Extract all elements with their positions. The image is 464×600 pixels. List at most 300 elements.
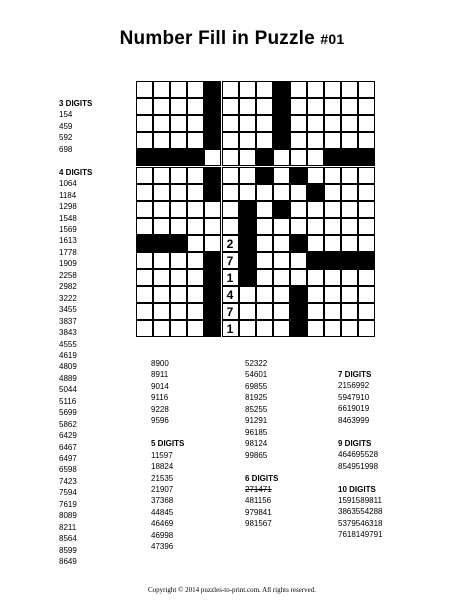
grid-cell[interactable] xyxy=(136,132,153,149)
number-entry: 21535 xyxy=(151,473,174,483)
word-list-7-10-digits xyxy=(338,369,383,541)
grid-cell[interactable] xyxy=(307,218,324,235)
black-cell xyxy=(341,252,358,269)
number-entry: 2156992 xyxy=(338,381,370,391)
grid-cell[interactable] xyxy=(136,115,153,132)
black-cell xyxy=(239,235,256,252)
grid-cell[interactable] xyxy=(307,303,324,320)
black-cell xyxy=(204,132,221,149)
filled-cell[interactable]: 2 xyxy=(222,235,239,252)
grid-cell[interactable] xyxy=(136,167,153,184)
grid-cell[interactable] xyxy=(153,132,170,149)
grid-cell[interactable] xyxy=(170,303,187,320)
grid-cell[interactable] xyxy=(290,184,307,201)
black-cell xyxy=(153,149,170,166)
list-spacer xyxy=(59,155,92,166)
grid-cell[interactable] xyxy=(256,201,273,218)
number-entry: 2258 xyxy=(59,270,77,280)
grid-cell[interactable] xyxy=(222,132,239,149)
grid-cell[interactable] xyxy=(256,132,273,149)
black-cell xyxy=(239,201,256,218)
black-cell xyxy=(187,149,204,166)
grid-cell[interactable] xyxy=(290,269,307,286)
number-entry: 459 xyxy=(59,121,73,131)
number-entry: 8599 xyxy=(59,545,77,555)
black-cell xyxy=(239,252,256,269)
number-entry: 46998 xyxy=(151,530,174,540)
grid-cell[interactable] xyxy=(222,201,239,218)
grid-cell[interactable] xyxy=(222,218,239,235)
grid-cell[interactable] xyxy=(341,269,358,286)
number-entry: 1184 xyxy=(59,190,77,200)
number-entry: 8089 xyxy=(59,511,77,521)
list-spacer xyxy=(245,461,278,472)
black-cell xyxy=(307,252,324,269)
grid-cell[interactable] xyxy=(239,81,256,98)
grid-cell[interactable] xyxy=(273,167,290,184)
grid-cell[interactable] xyxy=(170,115,187,132)
number-entry: 96185 xyxy=(245,427,268,437)
grid-cell[interactable] xyxy=(136,201,153,218)
black-cell xyxy=(136,235,153,252)
digit-group-header: 3 DIGITS xyxy=(59,99,93,108)
grid-cell[interactable] xyxy=(273,149,290,166)
grid-cell[interactable] xyxy=(307,167,324,184)
grid-cell[interactable] xyxy=(256,252,273,269)
grid-cell[interactable] xyxy=(324,286,341,303)
black-cell xyxy=(290,235,307,252)
grid-cell[interactable] xyxy=(136,218,153,235)
grid-cell[interactable] xyxy=(256,320,273,337)
grid-cell[interactable] xyxy=(256,235,273,252)
grid-cell[interactable] xyxy=(222,167,239,184)
grid-cell[interactable] xyxy=(341,320,358,337)
grid-cell[interactable] xyxy=(239,320,256,337)
grid-cell[interactable] xyxy=(187,167,204,184)
grid-cell[interactable] xyxy=(239,303,256,320)
grid-cell[interactable] xyxy=(170,252,187,269)
number-entry: 1591589811 xyxy=(338,495,382,505)
black-cell xyxy=(273,115,290,132)
grid-cell[interactable] xyxy=(290,115,307,132)
grid-cell[interactable] xyxy=(341,115,358,132)
filled-cell[interactable]: 1 xyxy=(222,320,239,337)
grid-cell[interactable] xyxy=(187,235,204,252)
grid-cell[interactable] xyxy=(341,235,358,252)
black-cell xyxy=(153,235,170,252)
list-spacer xyxy=(338,426,383,437)
black-cell xyxy=(290,320,307,337)
grid-cell[interactable] xyxy=(307,286,324,303)
grid-cell[interactable] xyxy=(273,286,290,303)
number-entry: 9014 xyxy=(151,381,169,391)
grid-cell[interactable] xyxy=(341,303,358,320)
grid-cell[interactable] xyxy=(290,201,307,218)
grid-cell[interactable] xyxy=(324,201,341,218)
grid-cell[interactable] xyxy=(187,320,204,337)
number-entry: 7618149791 xyxy=(338,530,383,540)
number-entry: 6429 xyxy=(59,431,77,441)
number-entry: 4809 xyxy=(59,362,77,372)
grid-cell[interactable] xyxy=(204,218,221,235)
grid-cell[interactable] xyxy=(187,132,204,149)
black-cell xyxy=(273,132,290,149)
black-cell xyxy=(136,149,153,166)
grid-cell[interactable] xyxy=(358,115,375,132)
grid-cell[interactable] xyxy=(187,81,204,98)
filled-cell[interactable]: 7 xyxy=(222,303,239,320)
grid-cell[interactable] xyxy=(341,132,358,149)
grid-cell[interactable] xyxy=(256,184,273,201)
grid-cell[interactable] xyxy=(307,132,324,149)
number-entry: 6467 xyxy=(59,442,77,452)
grid-cell[interactable] xyxy=(153,201,170,218)
black-cell xyxy=(204,286,221,303)
word-list-3-4-digits xyxy=(59,98,92,568)
grid-cell[interactable] xyxy=(204,201,221,218)
grid-cell[interactable] xyxy=(153,184,170,201)
grid-cell[interactable] xyxy=(187,184,204,201)
grid-cell[interactable] xyxy=(153,98,170,115)
number-entry: 1569 xyxy=(59,224,77,234)
number-entry: 1064 xyxy=(59,179,77,189)
grid-cell[interactable] xyxy=(307,81,324,98)
black-cell xyxy=(204,184,221,201)
grid-cell[interactable] xyxy=(273,303,290,320)
grid-cell[interactable] xyxy=(307,320,324,337)
grid-cell[interactable] xyxy=(256,115,273,132)
black-cell xyxy=(204,303,221,320)
grid-cell[interactable] xyxy=(307,149,324,166)
number-entry: 6598 xyxy=(59,465,77,475)
list-spacer xyxy=(338,472,383,483)
grid-cell[interactable] xyxy=(324,132,341,149)
grid-cell[interactable] xyxy=(153,269,170,286)
grid-cell[interactable] xyxy=(256,269,273,286)
grid-cell[interactable] xyxy=(187,269,204,286)
word-list-4-5-digits xyxy=(151,358,184,553)
grid-cell[interactable] xyxy=(187,286,204,303)
copyright-footer: Copyright © 2014 puzzles-to-print.com. All rights reserved. xyxy=(147,586,317,594)
grid-cell[interactable] xyxy=(358,320,375,337)
number-entry: 8911 xyxy=(151,370,169,380)
number-entry: 698 xyxy=(59,144,73,154)
grid-cell[interactable] xyxy=(324,167,341,184)
number-entry: 44845 xyxy=(151,507,174,517)
grid-cell[interactable] xyxy=(324,269,341,286)
grid-cell[interactable] xyxy=(307,235,324,252)
grid-cell[interactable] xyxy=(358,184,375,201)
number-entry: 2982 xyxy=(59,282,77,292)
number-entry: 7594 xyxy=(59,488,77,498)
digit-group-header: 10 DIGITS xyxy=(338,484,376,494)
number-entry: 464695528 xyxy=(338,450,379,460)
grid-cell[interactable] xyxy=(153,252,170,269)
black-cell xyxy=(204,320,221,337)
number-entry: 91291 xyxy=(245,416,268,426)
grid-cell[interactable] xyxy=(290,132,307,149)
grid-cell[interactable] xyxy=(324,320,341,337)
black-cell xyxy=(204,98,221,115)
grid-cell[interactable] xyxy=(273,252,290,269)
number-entry: 18824 xyxy=(151,462,174,472)
grid-cell[interactable] xyxy=(170,132,187,149)
number-entry: 1778 xyxy=(59,247,77,257)
grid-cell[interactable] xyxy=(187,201,204,218)
number-entry: 46469 xyxy=(151,519,174,529)
grid-cell[interactable] xyxy=(290,98,307,115)
black-cell xyxy=(239,269,256,286)
grid-cell[interactable] xyxy=(204,235,221,252)
black-cell xyxy=(341,149,358,166)
number-entry: 37368 xyxy=(151,496,174,506)
number-entry: 1548 xyxy=(59,213,77,223)
grid-cell[interactable] xyxy=(187,252,204,269)
grid-cell[interactable] xyxy=(341,167,358,184)
grid-cell[interactable] xyxy=(136,269,153,286)
black-cell xyxy=(324,252,341,269)
number-entry: 5044 xyxy=(59,385,77,395)
grid-cell[interactable] xyxy=(307,269,324,286)
grid-cell[interactable] xyxy=(170,269,187,286)
grid-cell[interactable] xyxy=(170,201,187,218)
grid-cell[interactable] xyxy=(358,218,375,235)
grid-cell[interactable] xyxy=(358,81,375,98)
number-entry: 8211 xyxy=(59,522,77,532)
grid-cell[interactable] xyxy=(239,115,256,132)
number-entry: 85255 xyxy=(245,404,268,414)
number-entry: 3863554288 xyxy=(338,507,383,517)
grid-cell[interactable] xyxy=(324,98,341,115)
grid-cell[interactable] xyxy=(273,269,290,286)
grid-cell[interactable] xyxy=(273,320,290,337)
number-entry: 8463999 xyxy=(338,415,370,425)
grid-cell[interactable] xyxy=(273,184,290,201)
grid-cell[interactable] xyxy=(170,98,187,115)
number-entry: 99865 xyxy=(245,450,268,460)
black-cell xyxy=(358,149,375,166)
number-entry: 154 xyxy=(59,110,73,120)
grid-cell[interactable] xyxy=(256,81,273,98)
grid-cell[interactable] xyxy=(307,201,324,218)
grid-cell[interactable] xyxy=(170,167,187,184)
grid-cell[interactable] xyxy=(358,132,375,149)
black-cell xyxy=(170,149,187,166)
grid-cell[interactable] xyxy=(187,303,204,320)
puzzle-title xyxy=(0,28,464,50)
grid-cell[interactable] xyxy=(187,98,204,115)
grid-cell[interactable] xyxy=(307,115,324,132)
grid-cell[interactable] xyxy=(239,132,256,149)
grid-cell[interactable] xyxy=(273,235,290,252)
grid-cell[interactable] xyxy=(324,184,341,201)
grid-cell[interactable] xyxy=(136,184,153,201)
grid-cell[interactable] xyxy=(358,269,375,286)
number-entry: 592 xyxy=(59,133,73,143)
grid-cell[interactable] xyxy=(290,252,307,269)
grid-cell[interactable] xyxy=(358,235,375,252)
grid-cell[interactable] xyxy=(239,149,256,166)
grid-cell[interactable] xyxy=(307,98,324,115)
filled-cell[interactable]: 4 xyxy=(222,286,239,303)
number-entry: 1909 xyxy=(59,259,77,269)
black-cell xyxy=(204,167,221,184)
grid-cell[interactable] xyxy=(170,184,187,201)
black-cell xyxy=(273,201,290,218)
grid-cell[interactable] xyxy=(187,218,204,235)
number-entry: 981567 xyxy=(245,519,272,529)
grid-cell[interactable] xyxy=(222,149,239,166)
black-cell xyxy=(324,149,341,166)
digit-group-header: 7 DIGITS xyxy=(338,370,372,379)
number-entry: 21907 xyxy=(151,484,174,494)
grid-cell[interactable] xyxy=(290,218,307,235)
grid-cell[interactable] xyxy=(290,81,307,98)
black-cell xyxy=(290,286,307,303)
number-entry: 69855 xyxy=(245,381,268,391)
number-entry: 7619 xyxy=(59,499,77,509)
grid-cell[interactable] xyxy=(324,115,341,132)
black-cell xyxy=(239,218,256,235)
digit-group-header: 6 DIGITS xyxy=(245,473,279,483)
grid-cell[interactable] xyxy=(153,167,170,184)
grid-cell[interactable] xyxy=(256,303,273,320)
black-cell xyxy=(290,167,307,184)
grid-cell[interactable] xyxy=(341,218,358,235)
black-cell xyxy=(273,81,290,98)
grid-cell[interactable] xyxy=(153,303,170,320)
grid-cell[interactable] xyxy=(170,218,187,235)
grid-cell[interactable] xyxy=(136,81,153,98)
grid-cell[interactable] xyxy=(324,218,341,235)
black-cell xyxy=(256,149,273,166)
grid-cell[interactable] xyxy=(222,115,239,132)
number-entry: 1298 xyxy=(59,202,77,212)
grid-cell[interactable] xyxy=(256,98,273,115)
grid-cell[interactable] xyxy=(239,184,256,201)
number-entry: 8900 xyxy=(151,359,169,368)
number-entry: 4889 xyxy=(59,373,77,383)
number-entry: 3222 xyxy=(59,293,77,303)
number-entry: 47396 xyxy=(151,542,174,552)
number-entry: 81925 xyxy=(245,393,268,403)
number-entry: 4555 xyxy=(59,339,77,349)
grid-cell[interactable] xyxy=(136,320,153,337)
number-entry: 979841 xyxy=(245,507,272,517)
grid-cell[interactable] xyxy=(341,81,358,98)
grid-cell[interactable] xyxy=(136,286,153,303)
grid-cell[interactable] xyxy=(222,81,239,98)
grid-cell[interactable] xyxy=(290,149,307,166)
black-cell xyxy=(358,252,375,269)
grid-cell[interactable] xyxy=(239,167,256,184)
digit-group-header: 4 DIGITS xyxy=(59,167,93,177)
number-entry: 854951998 xyxy=(338,461,379,471)
puzzle-number: #01 xyxy=(320,31,345,47)
number-entry: 9596 xyxy=(151,416,169,426)
number-entry: 11597 xyxy=(151,450,173,460)
filled-cell[interactable]: 1 xyxy=(222,269,239,286)
grid-cell[interactable] xyxy=(324,235,341,252)
black-cell xyxy=(273,98,290,115)
number-entry: 4619 xyxy=(59,350,77,360)
grid-cell[interactable] xyxy=(256,286,273,303)
grid-cell[interactable] xyxy=(222,98,239,115)
grid-cell[interactable] xyxy=(136,303,153,320)
number-entry: 5862 xyxy=(59,419,77,429)
grid-cell[interactable] xyxy=(136,252,153,269)
digit-group-header: 9 DIGITS xyxy=(338,438,372,448)
grid-cell[interactable] xyxy=(341,286,358,303)
number-entry: 3837 xyxy=(59,316,77,326)
word-list-5-6-digits xyxy=(245,358,278,530)
grid-cell[interactable] xyxy=(153,286,170,303)
grid-cell[interactable] xyxy=(341,184,358,201)
number-entry: 8564 xyxy=(59,534,77,544)
grid-cell[interactable] xyxy=(358,303,375,320)
grid-cell[interactable] xyxy=(136,98,153,115)
number-entry: 5947910 xyxy=(338,392,370,402)
grid-cell[interactable] xyxy=(341,98,358,115)
grid-cell[interactable] xyxy=(358,167,375,184)
grid-cell[interactable] xyxy=(358,286,375,303)
black-cell xyxy=(204,115,221,132)
number-entry: 1613 xyxy=(59,236,77,246)
number-entry: 5699 xyxy=(59,408,77,418)
number-entry: 5379546318 xyxy=(338,518,383,528)
grid-cell[interactable] xyxy=(170,286,187,303)
grid-cell[interactable] xyxy=(341,201,358,218)
black-cell xyxy=(307,184,324,201)
number-entry: 98124 xyxy=(245,439,268,449)
grid-cell[interactable] xyxy=(273,218,290,235)
grid-cell[interactable] xyxy=(239,98,256,115)
grid-cell[interactable] xyxy=(153,320,170,337)
number-entry: 9116 xyxy=(151,393,169,403)
grid-cell[interactable] xyxy=(187,115,204,132)
black-cell xyxy=(204,269,221,286)
black-cell xyxy=(204,252,221,269)
grid-cell[interactable] xyxy=(324,81,341,98)
grid-cell[interactable] xyxy=(222,184,239,201)
number-entry: 5116 xyxy=(59,396,77,406)
number-entry: 7423 xyxy=(59,476,77,486)
number-entry: 481156 xyxy=(245,496,272,506)
grid-cell[interactable] xyxy=(204,149,221,166)
puzzle-title-text: Number Fill in Puzzle xyxy=(119,28,315,49)
grid-cell[interactable] xyxy=(153,115,170,132)
number-entry: 54601 xyxy=(245,370,268,380)
number-entry: 3843 xyxy=(59,328,77,338)
grid-cell[interactable] xyxy=(170,81,187,98)
grid-cell[interactable] xyxy=(153,81,170,98)
grid-cell[interactable] xyxy=(324,303,341,320)
grid-cell[interactable] xyxy=(358,201,375,218)
list-spacer xyxy=(151,427,184,438)
grid-cell[interactable] xyxy=(358,98,375,115)
black-cell xyxy=(170,235,187,252)
number-entry: 8649 xyxy=(59,557,77,567)
digit-group-header: 5 DIGITS xyxy=(151,439,185,449)
filled-cell[interactable]: 7 xyxy=(222,252,239,269)
number-entry: 6497 xyxy=(59,454,77,464)
black-cell xyxy=(204,81,221,98)
grid-cell[interactable] xyxy=(153,218,170,235)
black-cell xyxy=(290,303,307,320)
grid-cell[interactable] xyxy=(256,218,273,235)
grid-cell[interactable] xyxy=(239,286,256,303)
grid-cell[interactable] xyxy=(170,320,187,337)
